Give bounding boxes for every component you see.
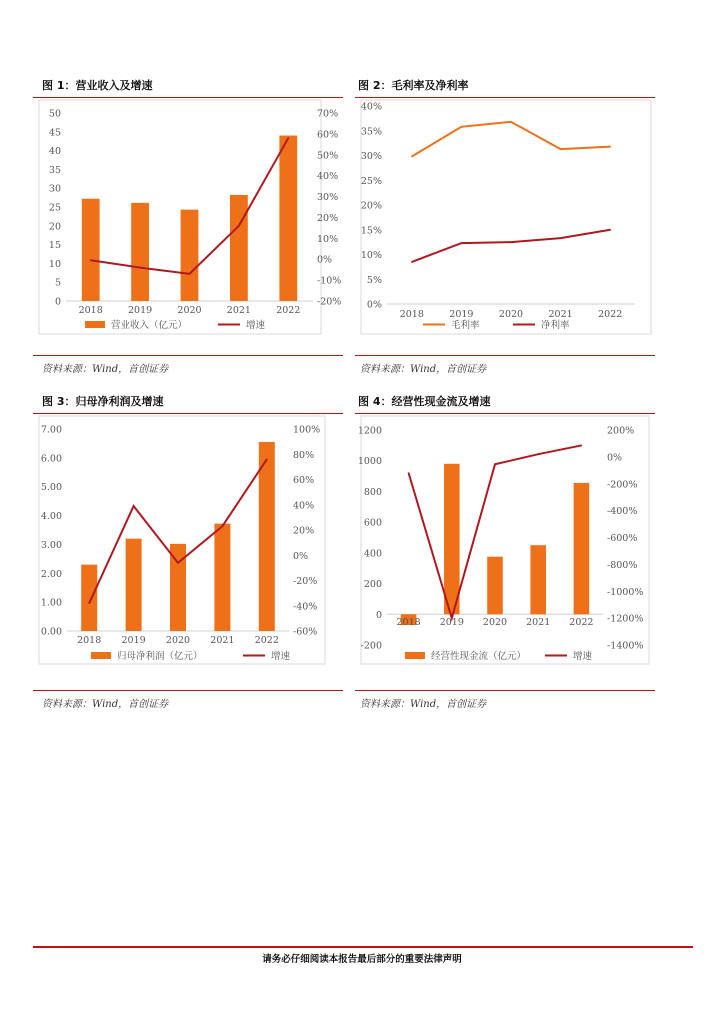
y-right-tick-label: -800% — [607, 559, 638, 571]
figure-3-chart — [33, 415, 343, 675]
growth-point-2022 — [266, 459, 268, 461]
y-left-tick-label: 600 — [363, 517, 382, 529]
growth-point-2018 — [88, 602, 90, 604]
y-tick-label: 20% — [360, 200, 382, 212]
y-left-tick-label: 15 — [48, 240, 61, 252]
figure-1-bottom-rule — [33, 355, 343, 356]
x-tick-label: 2019 — [449, 309, 474, 320]
y-left-tick-label: 10 — [48, 258, 61, 270]
series-point-2020 — [510, 121, 512, 123]
growth-point-2021 — [238, 225, 240, 227]
figure-2-source: 资料来源：Wind，首创证券 — [360, 364, 487, 375]
y-right-tick-label: -200% — [607, 479, 638, 491]
y-left-tick-label: 35 — [48, 164, 61, 176]
x-tick-label: 2022 — [598, 309, 623, 320]
y-right-tick-label: 80% — [293, 449, 315, 461]
growth-point-2022 — [581, 445, 583, 447]
legend-bar-label: 经营性现金流（亿元） — [431, 651, 527, 662]
y-tick-label: 40% — [360, 101, 382, 113]
x-tick-label: 2021 — [210, 635, 235, 646]
y-left-tick-label: 5.00 — [40, 482, 62, 494]
y-right-tick-label: 0% — [317, 254, 333, 266]
footer-disclaimer: 请务必仔细阅读本报告最后部分的重要法律声明 — [262, 954, 462, 965]
bar-2021 — [530, 545, 546, 614]
y-tick-label: 35% — [360, 126, 382, 138]
y-tick-label: 30% — [360, 151, 382, 162]
chart-frame — [361, 100, 651, 334]
x-tick-label: 2018 — [399, 309, 424, 320]
y-right-tick-label: 60% — [293, 475, 315, 486]
y-right-tick-label: 20% — [317, 212, 339, 224]
y-left-tick-label: 4.00 — [40, 511, 62, 523]
legend-bar-label: 营业收入（亿元） — [111, 320, 188, 331]
y-left-tick-label: 3.00 — [40, 539, 62, 551]
legend-bar-swatch — [85, 321, 105, 328]
y-right-tick-label: 100% — [293, 424, 321, 436]
bar-2020 — [487, 557, 503, 615]
y-right-tick-label: 0% — [607, 452, 623, 464]
y-right-tick-label: -1400% — [607, 640, 644, 652]
bar-2021 — [214, 524, 230, 631]
figure-1-chart — [33, 99, 343, 344]
x-tick-label: 2020 — [498, 309, 524, 320]
y-tick-label: 0% — [366, 299, 382, 311]
series-point-2021 — [560, 237, 562, 239]
y-right-tick-label: 0% — [293, 550, 309, 562]
figure-3-title: 图 3：归母净利润及增速 — [42, 395, 164, 408]
x-tick-label: 2020 — [482, 617, 508, 628]
growth-point-2021 — [537, 453, 539, 455]
y-tick-label: 15% — [360, 225, 382, 237]
y-tick-label: 5% — [366, 274, 382, 286]
y-tick-label: 25% — [360, 175, 382, 187]
x-tick-label: 2018 — [77, 635, 102, 646]
figure-1-title: 图 1：营业收入及增速 — [42, 79, 153, 92]
y-left-tick-label: 1000 — [357, 456, 382, 468]
y-tick-label: 10% — [360, 250, 382, 261]
x-tick-label: 2021 — [226, 305, 251, 316]
growth-point-2022 — [288, 137, 290, 139]
y-right-tick-label: -400% — [607, 506, 638, 518]
y-right-tick-label: -60% — [293, 626, 318, 638]
series-point-2022 — [609, 146, 611, 148]
y-left-tick-label: 0 — [54, 296, 61, 308]
y-right-tick-label: 40% — [293, 500, 315, 512]
growth-point-2021 — [222, 525, 224, 527]
y-left-tick-label: 25 — [48, 202, 61, 214]
legend-line-label: 增速 — [573, 651, 593, 662]
figure-1-source: 资料来源：Wind，首创证券 — [42, 364, 169, 375]
bar-2020 — [181, 210, 199, 301]
growth-point-2020 — [177, 562, 179, 564]
y-left-tick-label: 6.00 — [40, 453, 62, 465]
y-right-tick-label: 10% — [317, 233, 339, 245]
bar-2022 — [259, 442, 275, 631]
growth-point-2019 — [139, 267, 141, 269]
legend-label-1: 净利率 — [541, 320, 570, 331]
legend-label-0: 毛利率 — [451, 320, 480, 331]
y-right-tick-label: -600% — [607, 533, 638, 544]
figure-2-title: 图 2：毛利率及净利率 — [358, 79, 469, 92]
legend-bar-swatch — [405, 652, 425, 659]
y-right-tick-label: -20% — [317, 296, 342, 308]
y-left-tick-label: 5 — [54, 277, 61, 289]
figure-3-bottom-rule — [33, 690, 343, 691]
series-point-2021 — [560, 148, 562, 150]
y-right-tick-label: -1200% — [607, 613, 644, 625]
bar-2022 — [574, 483, 590, 614]
series-point-2018 — [411, 156, 413, 158]
x-tick-label: 2018 — [396, 617, 421, 628]
y-right-tick-label: -1000% — [607, 586, 644, 598]
x-tick-label: 2020 — [165, 635, 191, 646]
figure-4-chart — [355, 415, 655, 675]
bar-2019 — [444, 464, 460, 615]
x-tick-label: 2019 — [121, 635, 146, 646]
footer-rule — [33, 946, 693, 948]
bar-2019 — [126, 539, 142, 631]
y-left-tick-label: 2.00 — [40, 568, 62, 580]
y-right-tick-label: 50% — [317, 150, 339, 162]
figure-4-title: 图 4：经营性现金流及增速 — [358, 395, 491, 408]
legend-bar-swatch — [91, 652, 111, 659]
y-left-tick-label: 200 — [363, 579, 382, 591]
x-tick-label: 2022 — [276, 305, 301, 316]
y-right-tick-label: 70% — [317, 108, 339, 120]
series-line-毛利率 — [412, 122, 610, 157]
bar-2018 — [81, 565, 97, 631]
x-tick-label: 2022 — [569, 617, 594, 628]
growth-point-2020 — [494, 463, 496, 465]
figure-3-top-rule — [33, 413, 343, 414]
chart-frame — [39, 100, 321, 334]
growth-point-2018 — [90, 259, 92, 261]
growth-point-2018 — [408, 472, 410, 474]
y-right-tick-label: 20% — [293, 525, 315, 537]
y-right-tick-label: -40% — [293, 601, 318, 613]
y-right-tick-label: 30% — [317, 192, 339, 204]
bar-2022 — [279, 136, 297, 301]
y-left-tick-label: 0.00 — [40, 626, 62, 638]
y-left-tick-label: 45 — [48, 127, 61, 139]
bar-2019 — [131, 203, 149, 301]
figure-1-top-rule — [33, 97, 343, 98]
x-tick-label: 2021 — [526, 617, 551, 628]
legend-line-label: 增速 — [246, 320, 266, 331]
series-point-2019 — [461, 126, 463, 128]
x-tick-label: 2019 — [439, 617, 464, 628]
series-line-净利率 — [412, 230, 610, 262]
x-tick-label: 2019 — [128, 305, 153, 316]
figure-4-top-rule — [355, 413, 655, 414]
series-point-2020 — [510, 241, 512, 243]
figure-4-source: 资料来源：Wind，首创证券 — [360, 699, 487, 710]
y-left-tick-label: 20 — [48, 221, 61, 233]
y-left-tick-label: 0 — [375, 609, 382, 621]
legend-line-label: 增速 — [271, 651, 291, 662]
growth-point-2019 — [133, 505, 135, 507]
series-point-2019 — [461, 242, 463, 244]
y-left-tick-label: -200 — [360, 640, 382, 652]
figure-2-chart — [355, 99, 655, 344]
legend-bar-label: 归母净利润（亿元） — [117, 651, 203, 662]
x-tick-label: 2021 — [548, 309, 573, 320]
series-point-2018 — [411, 261, 413, 263]
y-left-tick-label: 400 — [363, 548, 382, 560]
x-tick-label: 2018 — [78, 305, 103, 316]
figure-2-bottom-rule — [355, 355, 655, 356]
y-left-tick-label: 7.00 — [40, 424, 62, 436]
y-left-tick-label: 40 — [48, 146, 61, 158]
x-tick-label: 2020 — [177, 305, 202, 316]
y-right-tick-label: -10% — [317, 275, 342, 287]
figure-4-bottom-rule — [355, 690, 655, 691]
y-right-tick-label: 200% — [607, 425, 635, 437]
y-right-tick-label: 40% — [317, 171, 339, 183]
x-tick-label: 2022 — [254, 635, 279, 646]
growth-point-2020 — [189, 273, 191, 275]
y-left-tick-label: 30 — [48, 183, 61, 195]
y-left-tick-label: 50 — [48, 108, 61, 120]
figure-2-top-rule — [355, 97, 655, 98]
y-left-tick-label: 1200 — [357, 425, 382, 437]
y-right-tick-label: 60% — [317, 129, 339, 141]
y-left-tick-label: 800 — [363, 486, 382, 498]
figure-3-source: 资料来源：Wind，首创证券 — [42, 699, 169, 710]
bar-2021 — [230, 195, 248, 301]
bar-2018 — [82, 199, 100, 301]
series-point-2022 — [609, 229, 611, 231]
y-left-tick-label: 1.00 — [40, 597, 62, 609]
y-right-tick-label: -20% — [293, 576, 318, 587]
